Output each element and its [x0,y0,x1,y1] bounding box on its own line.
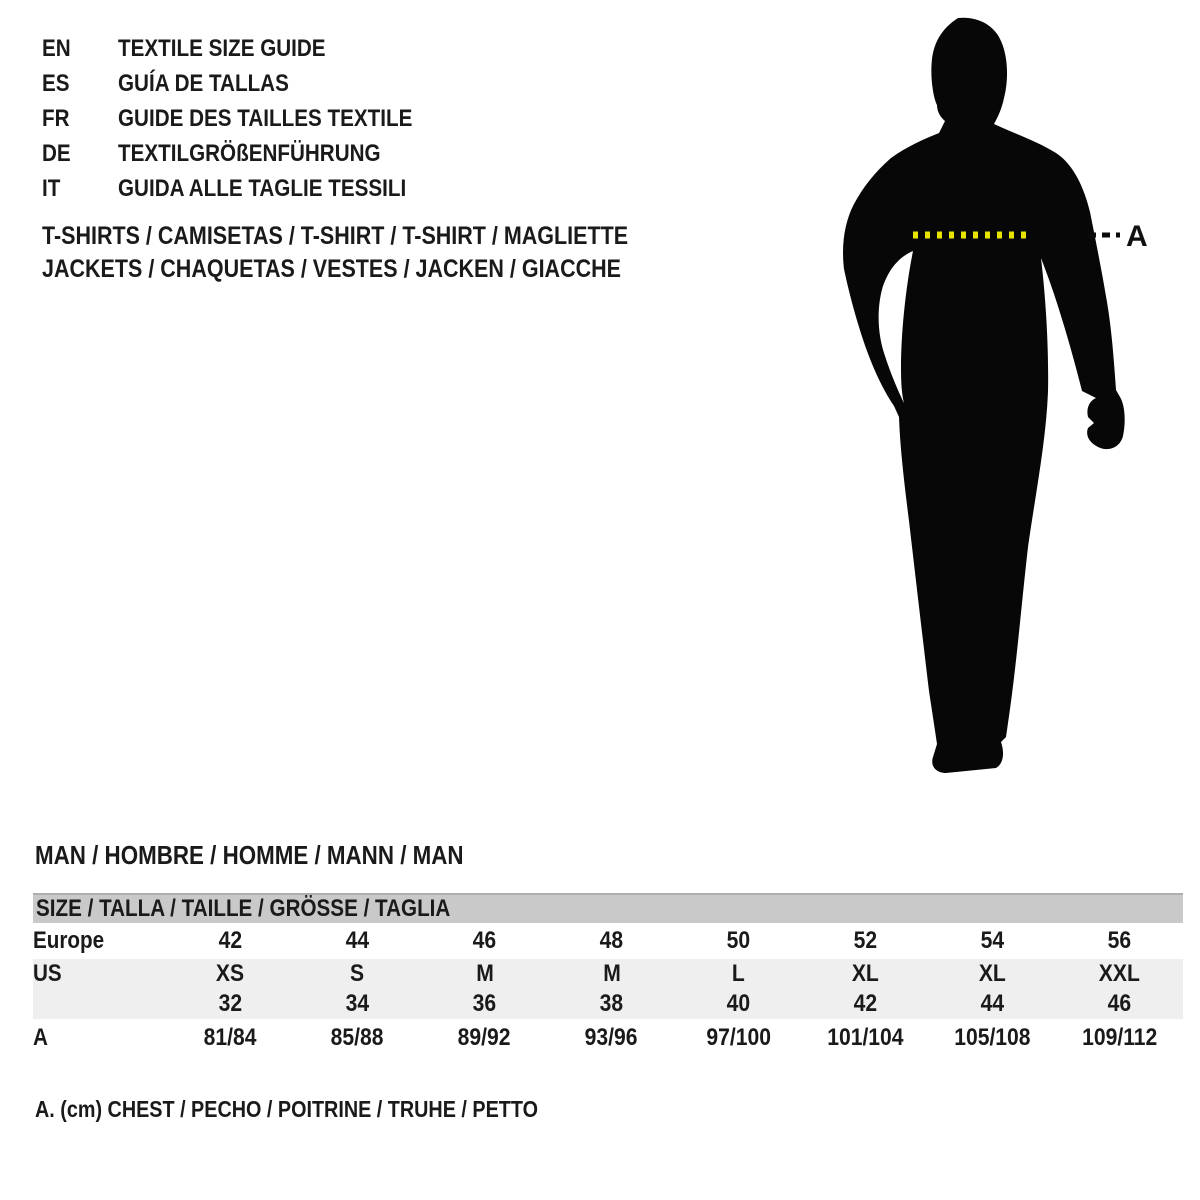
size-value [548,1019,675,1057]
size-value [294,1019,421,1057]
row-label [33,923,167,959]
size-value-text: 109/112 [1081,1024,1158,1051]
language-code-text: DE [42,140,71,167]
table-row [33,989,1183,1019]
table-row [33,923,1183,959]
size-value [167,923,294,959]
size-value-text: 48 [599,927,624,954]
size-value-text: 36 [472,990,497,1017]
language-row [42,31,460,66]
size-value [929,1019,1056,1057]
size-value [675,989,802,1019]
size-value [421,989,548,1019]
size-value [167,989,294,1019]
man-silhouette-svg [820,0,1200,800]
size-value [1056,1019,1183,1057]
size-value-text: 40 [726,990,751,1017]
size-value [675,959,802,989]
size-value-text: 56 [1107,927,1132,954]
language-code [42,136,118,171]
size-value-text: 85/88 [331,1024,384,1051]
category-line-jackets: JACKETS / CHAQUETAS / VESTES / JACKEN / GIACCHE [42,255,621,283]
size-value [167,959,294,989]
size-value [548,959,675,989]
language-code-text: ES [42,70,70,97]
size-value [167,1019,294,1057]
size-value [675,923,802,959]
size-value-text: 46 [1107,990,1132,1017]
language-code [42,31,118,66]
size-value [802,959,929,989]
size-value-text: 54 [980,927,1005,954]
row-label-text: A [33,1024,48,1051]
size-value-text: 93/96 [585,1024,638,1051]
size-value-text: 46 [472,927,497,954]
row-label [33,989,167,1019]
size-value-text: 50 [726,927,751,954]
language-code-text: IT [42,175,61,202]
row-label [33,959,167,989]
size-value-text: XXL [1098,960,1141,987]
size-value-text: 101/104 [827,1024,904,1051]
size-value-text: 44 [980,990,1005,1017]
size-value [294,923,421,959]
language-code-text: EN [42,35,71,62]
size-value [802,989,929,1019]
size-value-text: 81/84 [204,1024,257,1051]
language-label: TEXTILGRÖßENFÜHRUNG [118,140,381,167]
size-value [548,989,675,1019]
language-code [42,171,118,206]
size-value-text: 44 [345,927,370,954]
size-value [421,1019,548,1057]
language-row [42,101,460,136]
language-list [42,31,460,206]
size-value-text: L [732,960,745,987]
size-value-text: 38 [599,990,624,1017]
size-value [929,989,1056,1019]
size-value [929,959,1056,989]
language-row [42,171,460,206]
size-value-text: M [475,960,494,987]
language-label: GUIDE DES TAILLES TEXTILE [118,105,413,132]
silhouette-path [843,18,1125,773]
man-figure [820,0,1200,800]
section-title: MAN / HOMBRE / HOMME / MANN / MAN [35,840,464,870]
size-value-text: 89/92 [458,1024,511,1051]
size-table-header-cell [33,894,1183,923]
size-table-header-text: SIZE / TALLA / TAILLE / GRÖSSE / TAGLIA [36,895,451,922]
size-table-body [33,894,1183,1057]
language-label: GUÍA DE TALLAS [118,70,289,97]
size-value [548,923,675,959]
size-value-text: XL [978,960,1006,987]
size-value [421,959,548,989]
size-value [929,923,1056,959]
size-table-header-row [33,894,1183,923]
language-code [42,66,118,101]
size-value-text: 97/100 [706,1024,771,1051]
size-value-text: 34 [345,990,370,1017]
size-value [802,1019,929,1057]
size-value-text: 32 [218,990,243,1017]
size-value-text: XL [851,960,879,987]
language-row [42,66,460,101]
size-value-text: 42 [218,927,243,954]
size-table [33,893,1183,1057]
size-value [1056,989,1183,1019]
size-value [675,1019,802,1057]
language-label: TEXTILE SIZE GUIDE [118,35,326,62]
marker-label: A [1126,220,1148,253]
size-value [802,923,929,959]
language-label: GUIDA ALLE TAGLIE TESSILI [118,175,407,202]
category-list [42,220,723,286]
size-value-text: 52 [853,927,878,954]
language-code-text: FR [42,105,70,132]
size-value [294,989,421,1019]
size-value [421,923,548,959]
language-code [42,101,118,136]
size-value-text: M [602,960,621,987]
footnote: A. (cm) CHEST / PECHO / POITRINE / TRUHE / PETTO [35,1096,538,1122]
size-value-text: S [350,960,365,987]
size-value [1056,923,1183,959]
table-row [33,959,1183,989]
language-row [42,136,460,171]
size-value-text: 105/108 [954,1024,1031,1051]
row-label [33,1019,167,1057]
table-row [33,1019,1183,1057]
category-line-tshirts: T-SHIRTS / CAMISETAS / T-SHIRT / T-SHIRT / MAGLIETTE [42,222,629,250]
row-label-text: Europe [33,927,105,954]
row-label-text: US [33,960,62,987]
size-value-text: XS [216,960,245,987]
size-value-text: 42 [853,990,878,1017]
size-value [1056,959,1183,989]
size-value [294,959,421,989]
